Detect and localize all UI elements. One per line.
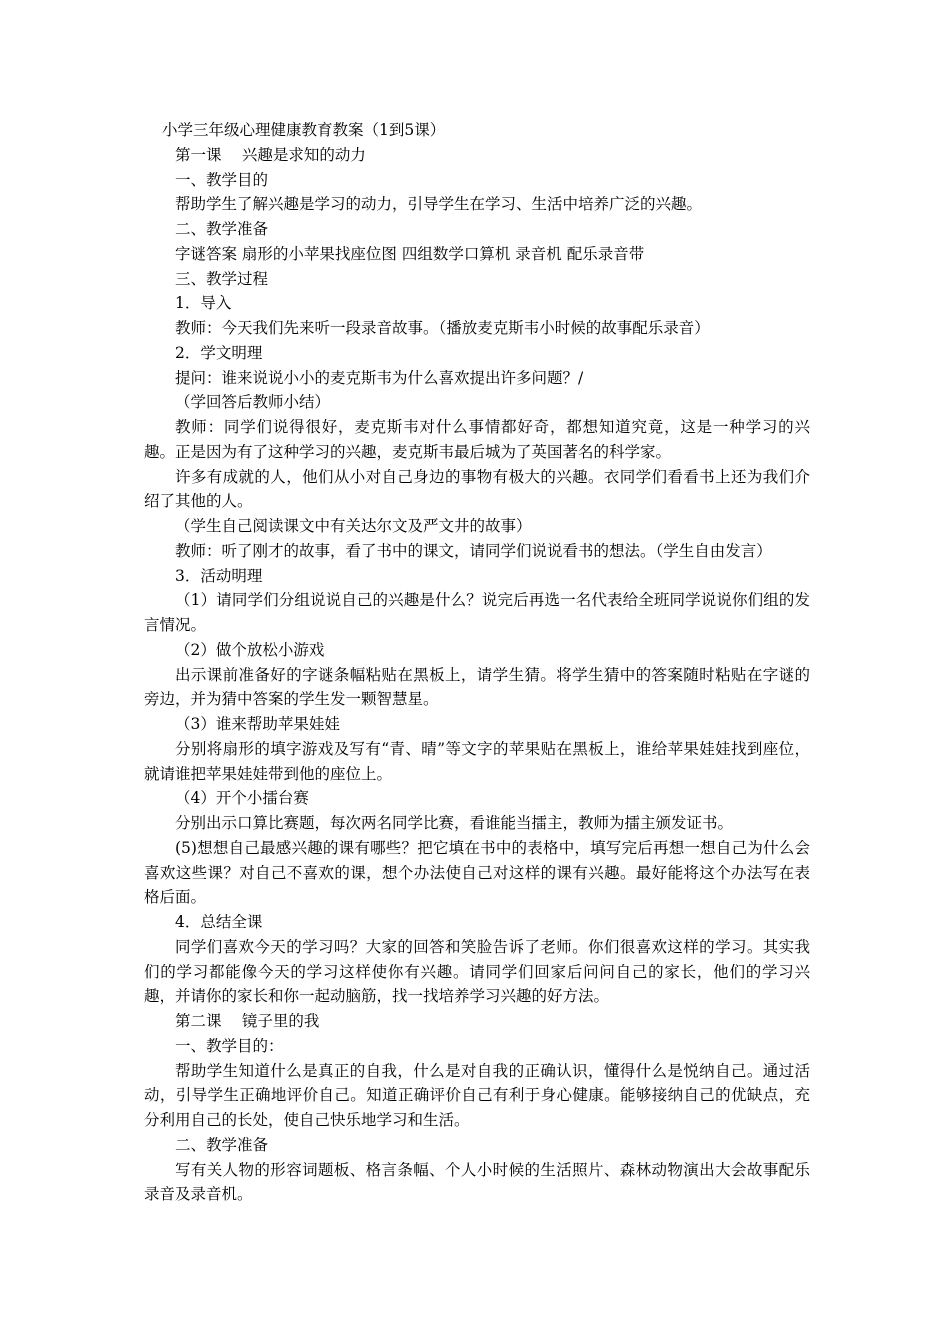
paragraph: 许多有成就的人，他们从小对自己身边的事物有极大的兴趣。衣同学们看看书上还为我们介绍了其他的人。 — [144, 467, 810, 511]
section-heading: 一、教学目的： — [175, 1036, 284, 1055]
subsection-heading: 1．导入 — [175, 294, 232, 313]
paragraph: 提问：谁来说说小小的麦克斯韦为什么喜欢提出许多问题？/ — [175, 368, 584, 387]
paragraph: （2）做个放松小游戏 — [175, 640, 325, 659]
paragraph: （学回答后教师小结） — [175, 393, 331, 412]
subsection-heading: 3．活动明理 — [175, 566, 263, 585]
document-title: 小学三年级心理健康教育教案（1到5课） — [162, 121, 446, 139]
paragraph: 帮助学生了解兴趣是学习的动力，引导学生在学习、生活中培养广泛的兴趣。 — [175, 195, 703, 214]
section-heading: 二、教学准备 — [175, 1135, 269, 1154]
section-heading: 二、教学准备 — [175, 220, 269, 238]
paragraph: 出示课前准备好的字谜条幅粘贴在黑板上，请学生猜。将学生猜中的答案随时粘贴在字谜的旁边，并为猜中答案的学生发一颗智慧星。 — [144, 665, 810, 709]
section-heading: 一、教学目的 — [175, 170, 269, 189]
subsection-heading: 2．学文明理 — [175, 343, 263, 362]
paragraph: 帮助学生知道什么是真正的自我，什么是对自我的正确认识，懂得什么是悦纳自己。通过活动，引导学生正确地评价自己。知道正确评价自己有利于身心健康。能够接纳自己的优缺点，充分利用自己的长处，使自己快乐地学习和生活。 — [144, 1061, 810, 1129]
paragraph: （4）开个小擂台赛 — [175, 789, 309, 808]
paragraph: (5)想想自己最感兴趣的课有哪些？把它填在书中的表格中，填写完后再想一想自己为什么会喜欢这些课？对自己不喜欢的课，想个办法使自己对这样的课有兴趣。最好能将这个办法写在表格后面。 — [144, 838, 810, 907]
section-heading: 三、教学过程 — [175, 269, 269, 288]
paragraph: 分别将扇形的填字游戏及写有“青、晴”等文字的苹果贴在黑板上，谁给苹果娃娃找到座位，就请谁把苹果娃娃带到他的座位上。 — [144, 739, 810, 783]
paragraph: 分别出示口算比赛题，每次两名同学比赛，看谁能当擂主，教师为擂主颁发证书。 — [175, 814, 734, 832]
paragraph: （1）请同学们分组说说自己的兴趣是什么？说完后再选一名代表给全班同学说说你们组的发言情况。 — [144, 591, 810, 634]
paragraph: 教师：同学们说得很好，麦克斯韦对什么事情都好奇，都想知道究竟，这是一种学习的兴趣。正是因为有了这种学习的兴趣，麦克斯韦最后城为了英国著名的科学家。 — [144, 418, 810, 461]
paragraph: 字谜答案 扇形的小苹果找座位图 四组数学口算机 录音机 配乐录音带 — [175, 244, 645, 263]
subsection-heading: 4．总结全课 — [175, 913, 263, 931]
document-body — [144, 118, 810, 1207]
paragraph: （学生自己阅读课文中有关达尔文及严文井的故事） — [175, 517, 532, 535]
paragraph: 教师：听了刚才的故事，看了书中的课文，请同学们说说看书的想法。（学生自由发言） — [175, 541, 772, 560]
lesson-2-heading: 第二课 镜子里的我 — [175, 1012, 320, 1030]
paragraph: 教师：今天我们先来听一段录音故事。（播放麦克斯韦小时候的故事配乐录音） — [175, 319, 710, 337]
paragraph: （3）谁来帮助苹果娃娃 — [175, 715, 340, 733]
paragraph: 写有关人物的形容词题板、格言条幅、个人小时候的生活照片、森林动物演出大会故事配乐录音及录音机。 — [144, 1160, 810, 1204]
paragraph: 同学们喜欢今天的学习吗？大家的回答和笑脸告诉了老师。你们很喜欢这样的学习。其实我们的学习都能像今天的学习这样使你有兴趣。请同学们回家后问问自己的家长，他们的学习兴趣，并请你的家长和你一起动脑筋，找一找培养学习兴趣的好方法。 — [144, 937, 810, 1006]
lesson-1-heading: 第一课 兴趣是求知的动力 — [175, 145, 366, 164]
